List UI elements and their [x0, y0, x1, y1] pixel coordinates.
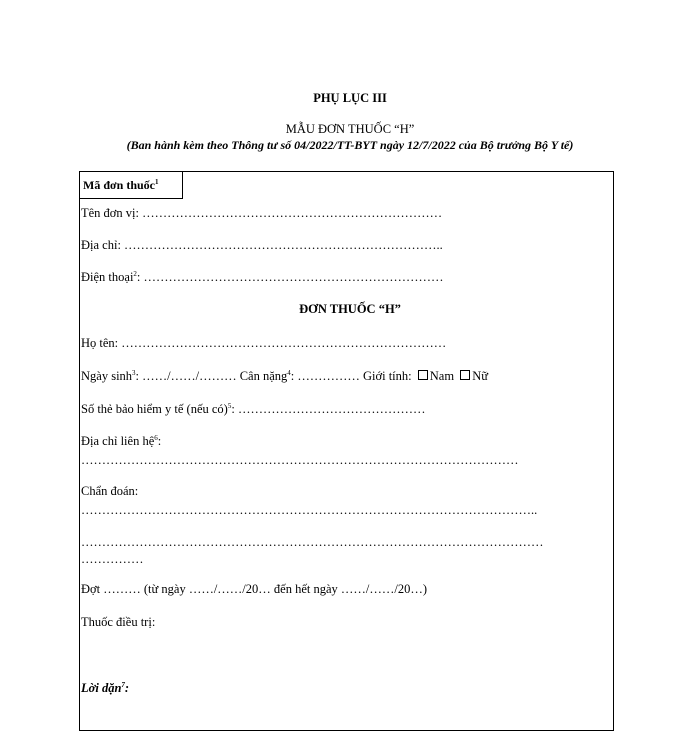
prescription-code-label: Mã đơn thuốc$^1$	[83, 178, 159, 192]
patient-name-line: Họ tên: ……………………………………………………………………	[81, 336, 447, 350]
form-title: MẪU ĐƠN THUỐC “H”	[285, 122, 415, 136]
gender-female-checkbox[interactable]	[460, 370, 470, 380]
issued-note: (Ban hành kèm theo Thông tư số 04/2022/TT-BYT ngày 12/7/2022 của Bộ trưởng Bộ Y tế)	[126, 138, 574, 152]
diagnosis-dots-1: ………………………………………………………………………………………………..	[81, 503, 538, 517]
gender-male-label: Nam	[429, 369, 455, 383]
advice-label: Lời dặn$^7$:	[81, 680, 130, 695]
prescription-heading: ĐƠN THUỐC “H”	[299, 302, 401, 316]
gender-male-checkbox[interactable]	[418, 370, 428, 380]
appendix-title: PHỤ LỤC III	[313, 91, 387, 105]
unit-name-line: Tên đơn vị: ………………………………………………………………	[81, 206, 443, 220]
prescription-code-box	[79, 171, 183, 199]
insurance-line: Số thẻ bảo hiểm y tế (nếu có)$^5$: ………………………………………	[81, 401, 426, 416]
diagnosis-dots-3: ……………	[81, 552, 144, 566]
contact-address-label: Địa chỉ liên hệ$^6$:	[81, 433, 162, 448]
dob-weight-gender-line: Ngày $\sinh^3$: ……/……/……… Cân nặng$^4$: …………… Giới tính: Nam Nữ	[81, 368, 489, 383]
treatment-period-line: Đợt ……… (từ ngày ……/……/20… đến hết ngày ……/……/20…)	[81, 582, 427, 596]
treatment-label: Thuốc điều trị:	[81, 615, 156, 629]
address-line: Địa chỉ: …………………………………………………………………..	[81, 238, 443, 252]
contact-address-dots: ……………………………………………………………………………………………	[81, 453, 519, 467]
phone-line: Điện thoại$^2$: ………………………………………………………………	[81, 269, 444, 284]
diagnosis-dots-2: …………………………………………………………………………………………………	[81, 535, 544, 549]
form-frame	[79, 171, 614, 731]
diagnosis-label: Chẩn đoán:	[81, 484, 139, 498]
gender-female-label: Nữ	[472, 369, 489, 383]
